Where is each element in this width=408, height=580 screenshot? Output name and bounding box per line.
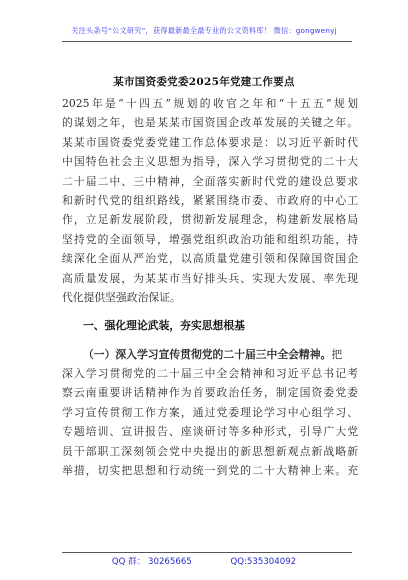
footer-contact — [0, 555, 408, 567]
header-divider — [62, 41, 352, 42]
paragraph-line: 的谋划之年，也是某某市国资国企改革发展的关键之年。 — [62, 116, 358, 130]
footer-qq: QQ:535304092 — [230, 557, 297, 567]
paragraph-line: 续深化全面从严治党，以高质量党建引领和保障国资国企 — [62, 252, 358, 266]
paragraph-line: 代化提供坚强政治保证。 — [62, 290, 181, 304]
footer-divider — [62, 552, 352, 553]
section-heading: 一、强化理论武装，夯实思想根基 — [83, 319, 245, 333]
paragraph-line: 员干部职工深刻领会党中央提出的新思想新观点新战略新 — [62, 444, 358, 458]
paragraph-line: 学习宣传贯彻工作方案，通过党委理论学习中心组学习、 — [62, 405, 358, 419]
paragraph-line: 某某市国资委党委党建工作总体要求是：以习近平新时代 — [62, 135, 358, 149]
subsection-heading: （一）深入学习宣传贯彻党的二十届三中全会精神。 — [83, 347, 332, 361]
subsection-heading-tail: 把 — [331, 347, 343, 361]
footer-qq-group: QQ 群： 30265665 — [111, 557, 192, 567]
paragraph-line: 深入学习贯彻党的二十届三中全会精神和习近平总书记考 — [62, 367, 358, 381]
paragraph-line: 作，立足新发展阶段，贯彻新发展理念，构建新发展格局 — [62, 213, 358, 227]
paragraph-line: 二十届二中、三中精神，全面落实新时代党的建设总要求 — [62, 174, 358, 188]
document-title: 某市国资委党委2025年党建工作要点 — [113, 76, 295, 88]
paragraph-line: 中国特色社会主义思想为指导，深入学习贯彻党的二十大 — [62, 155, 358, 169]
paragraph-line: 察云南重要讲话精神作为首要政治任务，制定国资委党委 — [62, 386, 358, 400]
paragraph-line: 和新时代党的组织路线，紧紧围绕市委、市政府的中心工 — [62, 193, 358, 207]
paragraph-line: 2025年是“十四五”规划的收官之年和“十五五”规划 — [62, 97, 358, 110]
document-body — [62, 88, 358, 480]
paragraph-line: 坚持党的全面领导，增强党组织政治功能和组织功能，持 — [62, 232, 358, 246]
header-banner: 关注头条号“公文研究”，获得最新最全最专业的公文资料库！ 微信：gongwenyj — [71, 26, 337, 35]
paragraph-line: 举措，切实把思想和行动统一到党的二十大精神上来。充 — [62, 464, 358, 478]
subsection-heading-line — [62, 345, 358, 364]
paragraph-line: 高质量发展，为某某市当好排头兵、实现大发展、率先现 — [62, 271, 358, 285]
paragraph-line: 专题培训、宣讲报告、座谈研讨等多种形式，引导广大党 — [62, 425, 358, 439]
